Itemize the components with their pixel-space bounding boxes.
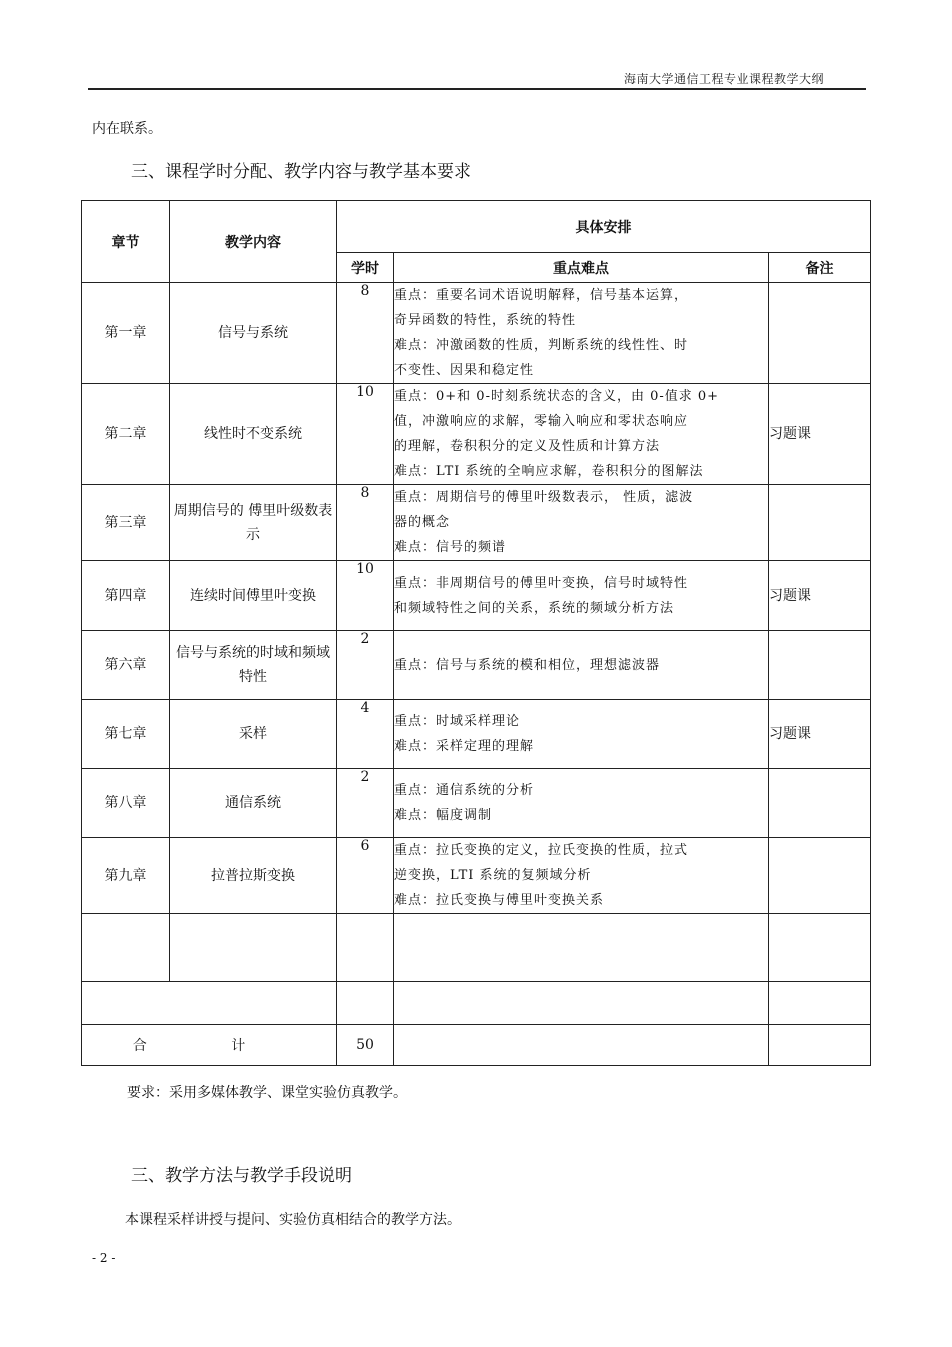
hours-cell: 10: [337, 561, 394, 631]
keypoint-line: 重点：周期信号的傅里叶级数表示， 性质，滤波: [394, 490, 694, 505]
keypoint-line: 器的概念: [394, 515, 451, 530]
note-cell: [769, 283, 871, 384]
note-cell: 习题课: [769, 700, 871, 769]
hours-cell: 6: [337, 838, 394, 914]
keypoint-line: 难点：信号的频谱: [394, 540, 507, 555]
note-cell: 习题课: [769, 561, 871, 631]
keypoint-line: 难点：幅度调制: [394, 808, 493, 823]
keypoint-line: 和频域特性之间的关系，系统的频域分析方法: [394, 600, 675, 616]
course-plan-table: [81, 200, 871, 1066]
chapter-cell: 第六章: [82, 631, 170, 700]
table-row: [82, 283, 871, 384]
content-cell: 信号与系统的时域和频域特性: [170, 631, 337, 700]
content-cell: 周期信号的 傅里叶级数表示: [170, 485, 337, 561]
table-row: [82, 838, 871, 914]
chapter-cell: 第四章: [82, 561, 170, 631]
content-cell: 采样: [170, 700, 337, 769]
keypoints-cell: [394, 769, 769, 838]
keypoints-cell: [394, 283, 769, 384]
keypoint-line: 重点：通信系统的分析: [394, 783, 535, 798]
empty-cell: [769, 914, 871, 982]
chapter-cell: 第七章: [82, 700, 170, 769]
header-notes: 备注: [769, 253, 871, 283]
empty-cell: [337, 982, 394, 1025]
table-row: [82, 384, 871, 485]
chapter-cell: 第八章: [82, 769, 170, 838]
keypoints-cell: [394, 384, 769, 485]
section-title-methods: 三、教学方法与教学手段说明: [131, 1166, 352, 1186]
hours-cell: 2: [337, 769, 394, 838]
empty-cell: [769, 1025, 871, 1066]
total-hours: 50: [337, 1025, 394, 1066]
keypoint-line: 难点：拉氏变换与傅里叶变换关系: [394, 893, 605, 908]
empty-cell: [82, 914, 170, 982]
keypoint-line: 难点：LTI 系统的全响应求解，卷积积分的图解法: [394, 464, 704, 479]
keypoint-line: 逆变换，LTI 系统的复频域分析: [394, 868, 592, 883]
total-row: [82, 1025, 871, 1066]
hours-cell: 2: [337, 631, 394, 700]
keypoint-line: 奇异函数的特性，系统的特性: [394, 313, 577, 328]
keypoints-cell: [394, 838, 769, 914]
keypoint-line: 难点：冲激函数的性质，判断系统的线性性、时: [394, 338, 689, 353]
keypoints-cell: [394, 631, 769, 700]
header-hours: 学时: [337, 253, 394, 283]
empty-row: [82, 982, 871, 1025]
keypoints-cell: [394, 700, 769, 769]
note-cell: [769, 485, 871, 561]
table-row: [82, 631, 871, 700]
methods-text: 本课程采样讲授与提问、实验仿真相结合的教学方法。: [125, 1212, 461, 1228]
header-chapter: 章节: [82, 201, 170, 283]
content-cell: 通信系统: [170, 769, 337, 838]
content-cell: 连续时间傅里叶变换: [170, 561, 337, 631]
note-cell: 习题课: [769, 384, 871, 485]
chapter-cell: 第一章: [82, 283, 170, 384]
intro-text: 内在联系。: [92, 121, 162, 137]
keypoint-line: 重点：0+和 0-时刻系统状态的含义，由 0-值求 0+: [394, 389, 720, 404]
keypoint-line: 不变性、因果和稳定性: [394, 363, 535, 378]
requirement-text: 要求：采用多媒体教学、课堂实验仿真教学。: [127, 1085, 407, 1101]
note-cell: [769, 631, 871, 700]
hours-cell: 8: [337, 283, 394, 384]
empty-cell: [394, 914, 769, 982]
document-header-title: 海南大学通信工程专业课程教学大纲: [623, 72, 824, 86]
keypoint-line: 重点：拉氏变换的定义，拉氏变换的性质，拉式: [394, 843, 689, 858]
keypoints-cell: [394, 561, 769, 631]
keypoint-line: 值，冲激响应的求解，零输入响应和零状态响应: [394, 414, 689, 429]
keypoints-cell: [394, 485, 769, 561]
table-row: [82, 485, 871, 561]
chapter-cell: 第三章: [82, 485, 170, 561]
keypoint-line: 的理解，卷积积分的定义及性质和计算方法: [394, 439, 661, 454]
empty-row: [82, 914, 871, 982]
empty-cell: [82, 982, 337, 1025]
keypoint-line: 重点：时域采样理论: [394, 714, 521, 729]
note-cell: [769, 838, 871, 914]
keypoint-line: 重点：信号与系统的模和相位，理想滤波器: [394, 657, 661, 673]
chapter-cell: 第二章: [82, 384, 170, 485]
empty-cell: [394, 982, 769, 1025]
content-cell: 信号与系统: [170, 283, 337, 384]
header-content: 教学内容: [170, 201, 337, 283]
header-rule: [88, 88, 866, 90]
keypoint-line: 重点：非周期信号的傅里叶变换，信号时域特性: [394, 575, 689, 591]
table-row: [82, 561, 871, 631]
hours-cell: 4: [337, 700, 394, 769]
hours-cell: 8: [337, 485, 394, 561]
hours-cell: 10: [337, 384, 394, 485]
empty-cell: [170, 914, 337, 982]
empty-cell: [394, 1025, 769, 1066]
section-title-hours: 三、课程学时分配、教学内容与教学基本要求: [131, 162, 471, 182]
table-row: [82, 769, 871, 838]
total-label: 合 计: [82, 1025, 337, 1066]
empty-cell: [769, 982, 871, 1025]
chapter-cell: 第九章: [82, 838, 170, 914]
header-keypoints: 重点难点: [394, 253, 769, 283]
content-cell: 线性时不变系统: [170, 384, 337, 485]
empty-cell: [337, 914, 394, 982]
note-cell: [769, 769, 871, 838]
keypoint-line: 重点：重要名词术语说明解释，信号基本运算，: [394, 288, 689, 303]
keypoint-line: 难点：采样定理的理解: [394, 739, 535, 754]
table-row: [82, 700, 871, 769]
header-arrangement: 具体安排: [337, 201, 871, 253]
content-cell: 拉普拉斯变换: [170, 838, 337, 914]
page-number: - 2 -: [92, 1251, 116, 1265]
